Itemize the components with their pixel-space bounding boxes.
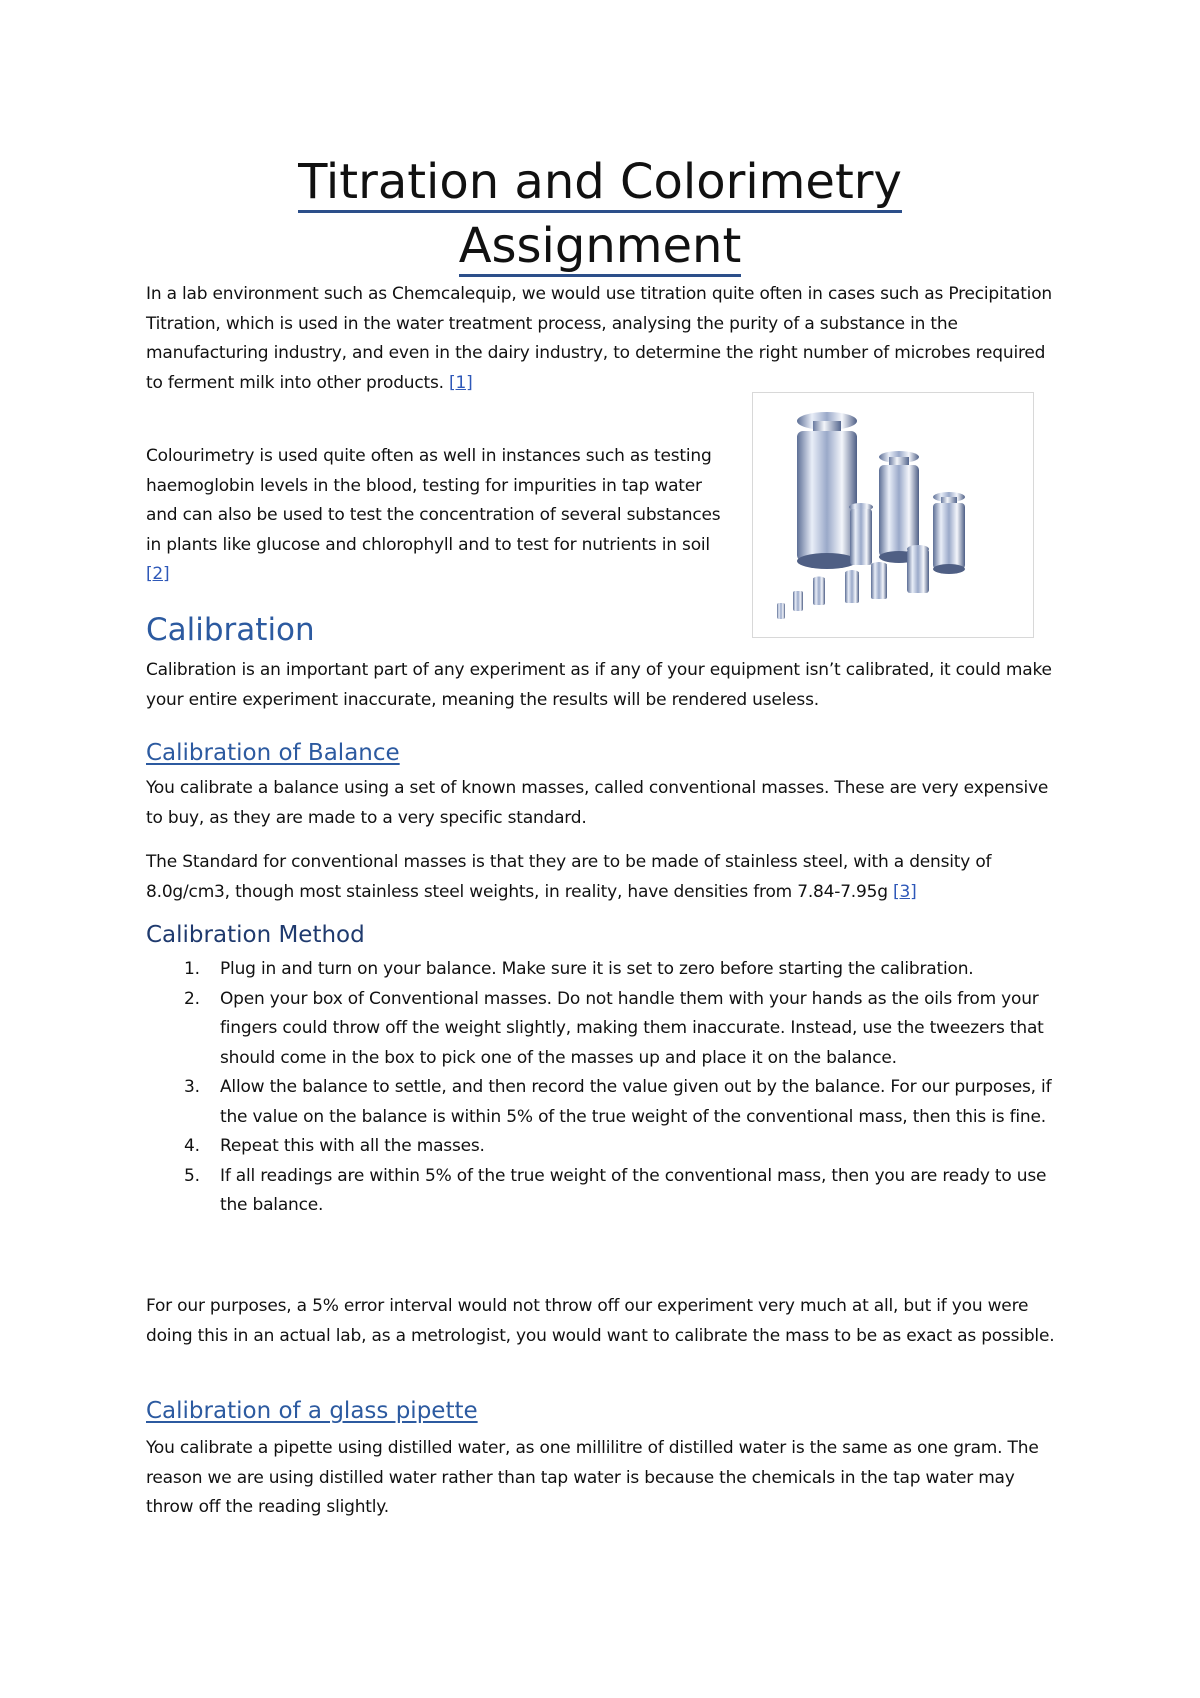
pipette-heading: Calibration of a glass pipette [146, 1398, 478, 1424]
page-title [0, 150, 1200, 278]
list-item [146, 955, 1066, 985]
calibration-steps-list [146, 955, 1066, 1221]
balance-heading: Calibration of Balance [146, 740, 400, 766]
list-number: 3. [184, 1077, 200, 1097]
list-item-text: Allow the balance to settle, and then record the value given out by the balance. For our purposes, if the value on the balance is within 5% of the true weight of the conventional mass, then this is fine. [220, 1077, 1052, 1127]
balance-paragraph-1: You calibrate a balance using a set of known masses, called conventional masses. These are very expensive to buy, as they are made to a very specific standard. [146, 778, 1049, 828]
method-heading: Calibration Method [146, 922, 365, 948]
list-number: 5. [184, 1165, 200, 1186]
calibration-paragraph: Calibration is an important part of any experiment as if any of your equipment isn’t calibrated, it could make your entire experiment inaccurate, meaning the results will be rendered useless. [146, 660, 1052, 710]
reference-link-1[interactable]: [1] [449, 372, 473, 393]
title-line-2: Assignment [459, 218, 742, 277]
reference-link-3[interactable]: [3] [893, 881, 917, 902]
calibration-heading: Calibration [146, 612, 315, 648]
colorimetry-paragraph [146, 442, 736, 590]
intro-text: In a lab environment such as Chemcalequip, we would use titration quite often in cases such as Precipitation Titration, which is used in the water treatment process, analysing the purity of a substance in the manufacturing industry, and even in the dairy industry, to determine the right number of microbes required to ferment milk into other products. [146, 284, 1052, 393]
list-item-text: Repeat this with all the masses. [220, 1136, 485, 1156]
reference-link-2[interactable]: [2] [146, 564, 170, 584]
title-line-1: Titration and Colorimetry [298, 154, 902, 213]
list-item-text: Open your box of Conventional masses. Do not handle them with your hands as the oils from your fingers could throw off the weight slightly, making them inaccurate. Instead, use the tweezers that should come in the box to pick one of the masses up and place it on the balance. [220, 988, 1044, 1068]
list-number: 4. [184, 1136, 200, 1156]
intro-paragraph [146, 280, 1066, 398]
list-item [146, 1132, 1066, 1162]
list-item-text: Plug in and turn on your balance. Make sure it is set to zero before starting the calibration. [220, 959, 974, 979]
calibration-weights-image [752, 392, 1034, 638]
list-number: 1. [184, 959, 200, 979]
list-item [146, 985, 1066, 1074]
list-item [146, 1073, 1066, 1132]
colorimetry-text: Colourimetry is used quite often as well in instances such as testing haemoglobin levels in the blood, testing for impurities in tap water and can also be used to test the concentration of several substances in plants like glucose and chlorophyll and to test for nutrients in soil [146, 446, 721, 555]
pipette-paragraph: You calibrate a pipette using distilled water, as one millilitre of distilled water is the same as one gram. The reason we are using distilled water rather than tap water is because the chemicals in the tap water may throw off the reading slightly. [146, 1438, 1039, 1517]
method-closing-paragraph: For our purposes, a 5% error interval would not throw off our experiment very much at all, but if you were doing this in an actual lab, as a metrologist, you would want to calibrate the mass to be as exact as possible. [146, 1296, 1055, 1346]
list-number: 2. [184, 988, 200, 1009]
balance-paragraph-2-text: The Standard for conventional masses is that they are to be made of stainless steel, with a density of 8.0g/cm3, though most stainless steel weights, in reality, have densities from 7.84-7.95g [146, 852, 992, 902]
balance-paragraph-2 [146, 848, 1066, 907]
list-item [146, 1162, 1066, 1221]
list-item-text: If all readings are within 5% of the true weight of the conventional mass, then you are ready to use the balance. [220, 1165, 1047, 1215]
